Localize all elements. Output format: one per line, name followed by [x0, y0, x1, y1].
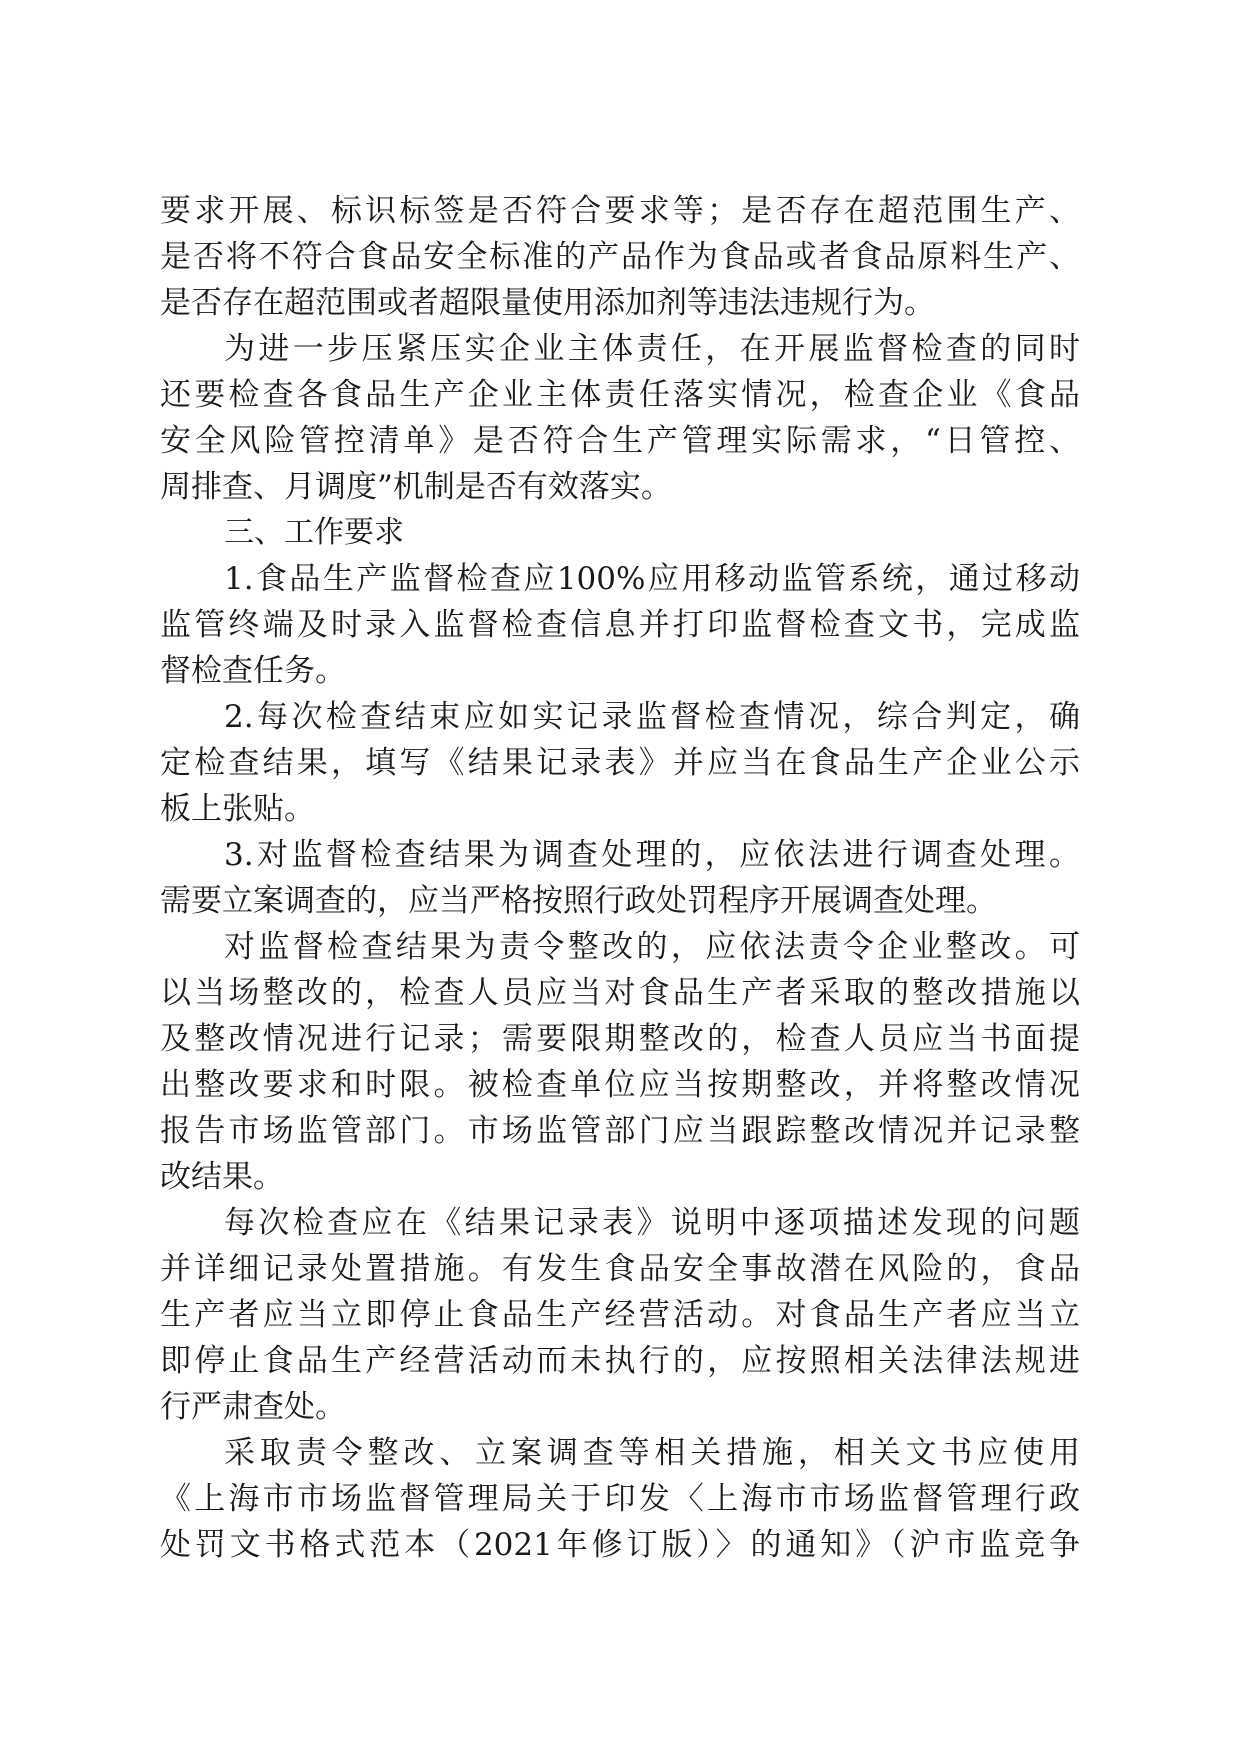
text-line: 出整改要求和时限。被检查单位应当按期整改，并将整改情况 — [160, 1067, 1080, 1103]
text-line: 要求开展、标识标签是否符合要求等；是否存在超范围生产、 — [160, 193, 1080, 229]
text-line: 3.对监督检查结果为调查处理的，应依法进行调查处理。 — [224, 837, 1080, 873]
text-line: 为进一步压紧压实企业主体责任，在开展监督检查的同时 — [224, 331, 1080, 367]
text-line: 定检查结果，填写《结果记录表》并应当在食品生产企业公示 — [160, 745, 1080, 781]
text-line: 改结果。 — [160, 1159, 284, 1195]
text-line: 1.食品生产监督检查应100%应用移动监管系统，通过移动 — [224, 561, 1080, 597]
paragraph-product-requirements — [160, 188, 1080, 326]
paragraph-requirement-3 — [160, 832, 1080, 924]
text-line: 及整改情况进行记录；需要限期整改的，检查人员应当书面提 — [160, 1021, 1080, 1057]
text-line: 2.每次检查结束应如实记录监督检查情况，综合判定，确 — [224, 699, 1080, 735]
text-line: 生产者应当立即停止食品生产经营活动。对食品生产者应当立 — [160, 1297, 1080, 1333]
text-line: 每次检查应在《结果记录表》说明中逐项描述发现的问题 — [224, 1205, 1080, 1241]
paragraph-rectification — [160, 924, 1080, 1200]
text-line: 还要检查各食品生产企业主体责任落实情况，检查企业《食品 — [160, 377, 1080, 413]
text-line: 并详细记录处置措施。有发生食品安全事故潜在风险的，食品 — [160, 1251, 1080, 1287]
text-line: 行严肃查处。 — [160, 1389, 346, 1425]
text-line: 是否存在超范围或者超限量使用添加剂等违法违规行为。 — [160, 285, 935, 321]
text-line: 督检查任务。 — [160, 653, 346, 689]
document-page — [160, 188, 1080, 1568]
paragraph-record-measures — [160, 1200, 1080, 1430]
text-line: 即停止食品生产经营活动而未执行的，应按照相关法律法规进 — [160, 1343, 1080, 1379]
text-line: 以当场整改的，检查人员应当对食品生产者采取的整改措施以 — [160, 975, 1080, 1011]
paragraph-documents — [160, 1430, 1080, 1568]
text-line: 是否将不符合食品安全标准的产品作为食品或者食品原料生产、 — [160, 239, 1080, 275]
text-line: 需要立案调查的，应当严格按照行政处罚程序开展调查处理。 — [160, 883, 997, 919]
section-heading: 三、工作要求 — [224, 515, 404, 550]
text-line: 《上海市市场监督管理局关于印发〈上海市市场监督管理行政 — [160, 1481, 1080, 1517]
paragraph-requirement-1 — [160, 556, 1080, 694]
text-line: 板上张贴。 — [160, 791, 315, 827]
text-line: 处罚文书格式范本（2021年修订版）〉的通知》（沪市监竞争 — [160, 1527, 1080, 1563]
paragraph-requirement-2 — [160, 694, 1080, 832]
text-line: 采取责令整改、立案调查等相关措施，相关文书应使用 — [224, 1435, 1080, 1471]
text-line: 对监督检查结果为责令整改的，应依法责令企业整改。可 — [224, 929, 1080, 965]
text-line: 报告市场监管部门。市场监管部门应当跟踪整改情况并记录整 — [160, 1113, 1080, 1149]
text-line: 监管终端及时录入监督检查信息并打印监督检查文书，完成监 — [160, 607, 1080, 643]
text-line: 安全风险管控清单》是否符合生产管理实际需求，“日管控、 — [160, 423, 1080, 459]
paragraph-enterprise-responsibility — [160, 326, 1080, 510]
text-line: 周排查、月调度”机制是否有效落实。 — [160, 469, 672, 505]
